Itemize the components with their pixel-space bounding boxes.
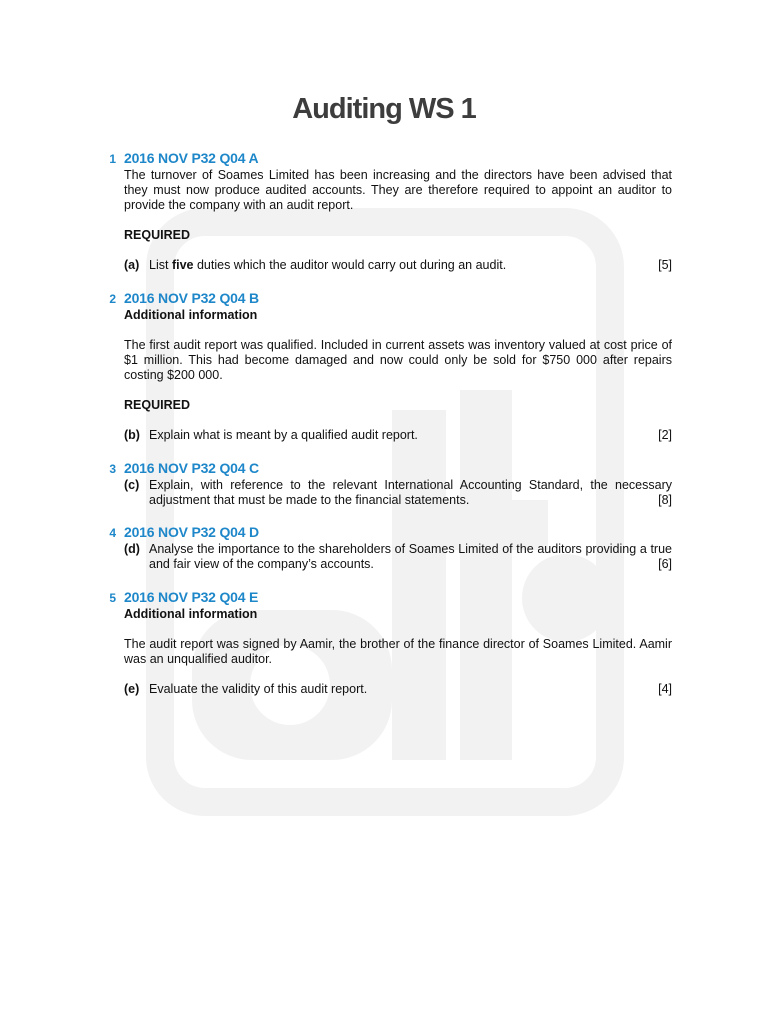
question-heading: 2016 NOV P32 Q04 A bbox=[124, 150, 259, 166]
part-mark: [8] bbox=[658, 493, 672, 507]
question-part bbox=[124, 542, 672, 572]
sub-heading: Additional information bbox=[124, 308, 258, 322]
required-label: REQUIRED bbox=[124, 228, 190, 242]
question-number: 2 bbox=[109, 292, 116, 306]
sub-heading: Additional information bbox=[124, 607, 258, 621]
question-number: 5 bbox=[109, 591, 116, 605]
part-mark: [2] bbox=[658, 428, 672, 442]
part-letter: (a) bbox=[124, 258, 140, 272]
question-number: 4 bbox=[109, 526, 116, 540]
part-text: List five duties which the auditor would carry out during an audit. bbox=[149, 258, 507, 272]
required-label: REQUIRED bbox=[124, 398, 190, 412]
part-mark: [4] bbox=[658, 682, 672, 696]
part-text: Evaluate the validity of this audit report. bbox=[149, 682, 368, 696]
question-intro: The turnover of Soames Limited has been increasing and the directors have been advised that they must now produce audited accounts. They are therefore required to appoint an auditor to provide the company with an audit report. bbox=[124, 168, 672, 212]
question-part bbox=[124, 478, 672, 508]
part-letter: (c) bbox=[124, 478, 140, 492]
question-part bbox=[124, 258, 672, 273]
question-part bbox=[124, 682, 672, 697]
question-number: 1 bbox=[109, 152, 116, 166]
part-mark: [5] bbox=[658, 258, 672, 272]
part-letter: (e) bbox=[124, 682, 140, 696]
question-heading: 2016 NOV P32 Q04 D bbox=[124, 524, 259, 540]
part-mark: [6] bbox=[658, 557, 672, 571]
page-title: Auditing WS 1 bbox=[292, 93, 476, 125]
part-text: Explain, with reference to the relevant International Accounting Standard, the necessary adjustment that must be made to the financial statements. bbox=[149, 478, 672, 507]
question-heading: 2016 NOV P32 Q04 E bbox=[124, 589, 259, 605]
part-letter: (d) bbox=[124, 542, 140, 556]
part-text: Explain what is meant by a qualified audit report. bbox=[149, 428, 418, 442]
question-intro: The audit report was signed by Aamir, the brother of the finance director of Soames Limited. Aamir was an unqualified auditor. bbox=[124, 637, 672, 666]
emphasis-text: five bbox=[171, 258, 194, 272]
question-intro: The first audit report was qualified. Included in current assets was inventory valued at cost price of $1 million. This had become damaged and now could only be sold for $750 000 after repairs costing $200 000. bbox=[124, 338, 672, 382]
question-number: 3 bbox=[109, 462, 116, 476]
question-heading: 2016 NOV P32 Q04 B bbox=[124, 290, 259, 306]
part-letter: (b) bbox=[124, 428, 140, 442]
question-part bbox=[124, 428, 672, 443]
part-text: Analyse the importance to the shareholders of Soames Limited of the auditors providing a true and fair view of the company’s accounts. bbox=[149, 542, 672, 571]
question-heading: 2016 NOV P32 Q04 C bbox=[124, 460, 259, 476]
